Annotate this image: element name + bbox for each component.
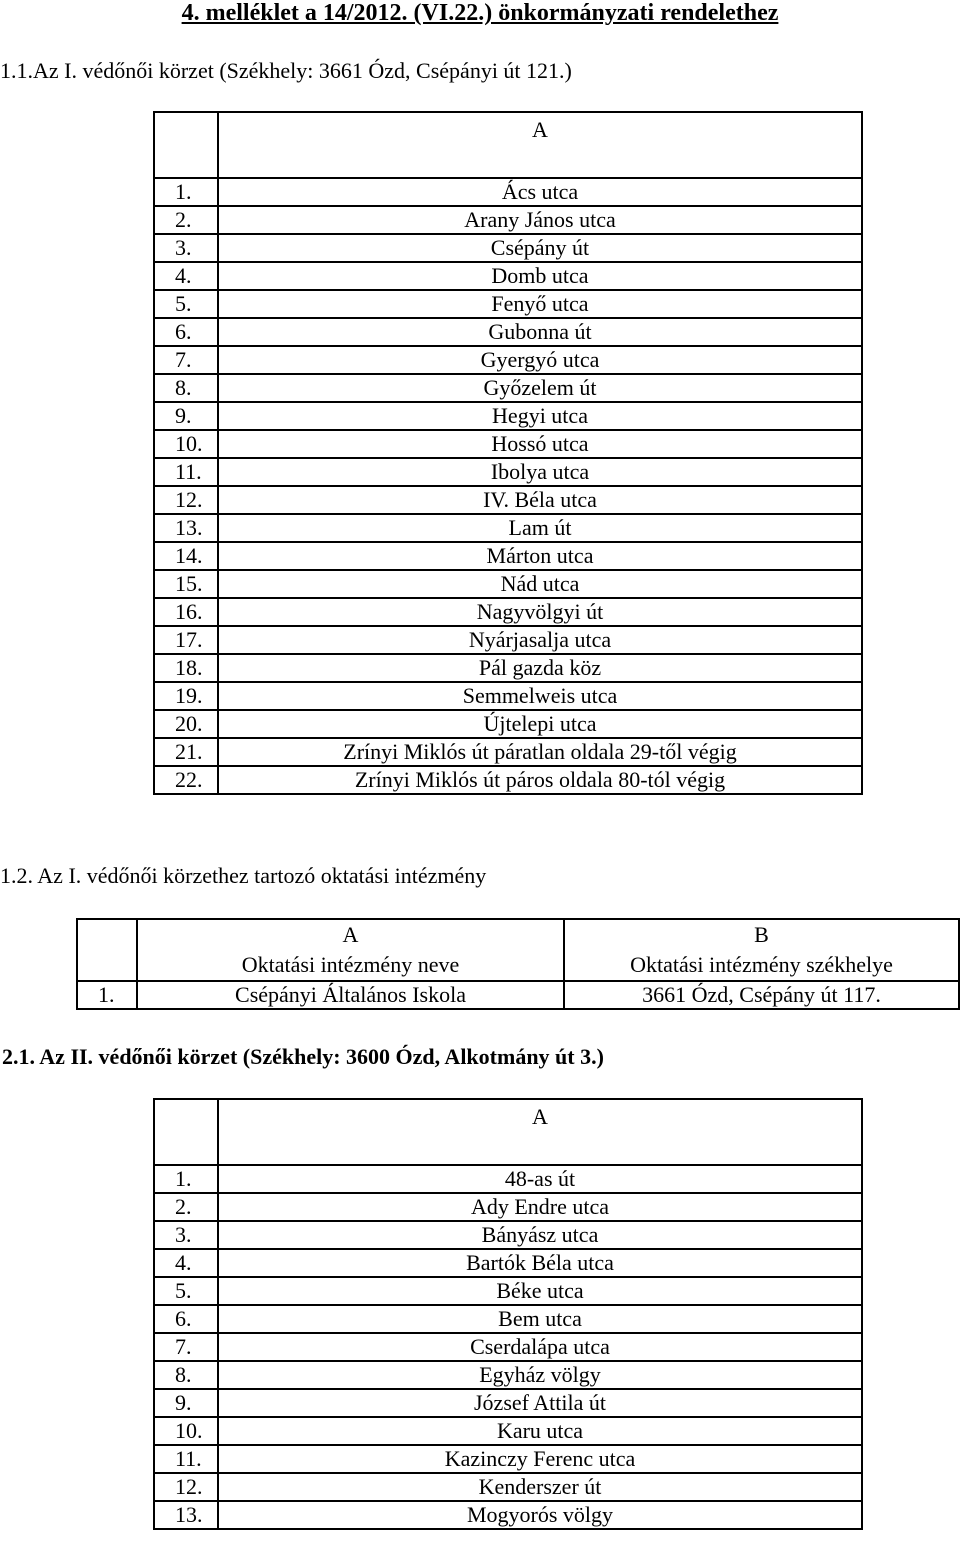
street-name: Kenderszer út	[218, 1473, 862, 1501]
row-number: 8.	[154, 374, 218, 402]
row-number: 8.	[154, 1361, 218, 1389]
row-number: 15.	[154, 570, 218, 598]
institution-address: 3661 Ózd, Csépány út 117.	[564, 981, 959, 1009]
row-number: 5.	[154, 290, 218, 318]
street-name: Bartók Béla utca	[218, 1249, 862, 1277]
table-row	[154, 738, 862, 766]
street-name: Gyergyó utca	[218, 346, 862, 374]
street-name: Karu utca	[218, 1417, 862, 1445]
street-name: Domb utca	[218, 262, 862, 290]
table-row	[154, 318, 862, 346]
district-1-street-table	[153, 111, 863, 795]
row-number: 6.	[154, 318, 218, 346]
header-num-cell	[154, 112, 218, 178]
street-name: Hegyi utca	[218, 402, 862, 430]
institution-table	[76, 918, 960, 1010]
row-number: 5.	[154, 1277, 218, 1305]
table-row	[154, 1165, 862, 1193]
row-number: 4.	[154, 262, 218, 290]
column-a-header: A	[218, 112, 862, 178]
row-number: 7.	[154, 1333, 218, 1361]
street-name: Arany János utca	[218, 206, 862, 234]
table-row	[154, 682, 862, 710]
row-number: 3.	[154, 1221, 218, 1249]
row-number: 16.	[154, 598, 218, 626]
table-row	[154, 178, 862, 206]
street-name: Újtelepi utca	[218, 710, 862, 738]
row-number: 12.	[154, 1473, 218, 1501]
district-2-street-table	[153, 1098, 863, 1530]
street-name: József Attila út	[218, 1389, 862, 1417]
column-b-letter: B	[754, 922, 769, 947]
street-name: Nyárjasalja utca	[218, 626, 862, 654]
table-row	[77, 981, 959, 1009]
header-num-cell	[77, 919, 137, 981]
column-a-header	[137, 919, 564, 981]
row-number: 9.	[154, 1389, 218, 1417]
row-number: 22.	[154, 766, 218, 794]
street-name: 48-as út	[218, 1165, 862, 1193]
table-header-row	[154, 112, 862, 178]
street-name: Fenyő utca	[218, 290, 862, 318]
table-row	[154, 430, 862, 458]
column-b-label: Oktatási intézmény székhelye	[630, 952, 893, 977]
table-row	[154, 766, 862, 794]
row-number: 4.	[154, 1249, 218, 1277]
table-row	[154, 1501, 862, 1529]
row-number: 10.	[154, 430, 218, 458]
row-number: 18.	[154, 654, 218, 682]
table-row	[154, 598, 862, 626]
street-name: Ibolya utca	[218, 458, 862, 486]
street-name: Lam út	[218, 514, 862, 542]
street-name: Mogyorós völgy	[218, 1501, 862, 1529]
row-number: 1.	[154, 178, 218, 206]
row-number: 11.	[154, 458, 218, 486]
table-row	[154, 262, 862, 290]
row-number: 1.	[154, 1165, 218, 1193]
row-number: 12.	[154, 486, 218, 514]
institution-name: Csépányi Általános Iskola	[137, 981, 564, 1009]
row-number: 13.	[154, 514, 218, 542]
table-row	[154, 710, 862, 738]
street-name: Ács utca	[218, 178, 862, 206]
row-number: 2.	[154, 206, 218, 234]
table-row	[154, 346, 862, 374]
street-name: Márton utca	[218, 542, 862, 570]
section-3-heading: 2.1. Az II. védőnői körzet (Székhely: 3600 Ózd, Alkotmány út 3.)	[2, 1044, 604, 1069]
row-number: 1.	[77, 981, 137, 1009]
street-name: Nagyvölgyi út	[218, 598, 862, 626]
row-number: 14.	[154, 542, 218, 570]
table-row	[154, 1361, 862, 1389]
column-a-label: Oktatási intézmény neve	[241, 952, 460, 977]
column-a-letter: A	[342, 922, 359, 947]
table-row	[154, 1221, 862, 1249]
row-number: 10.	[154, 1417, 218, 1445]
table-row	[154, 1473, 862, 1501]
street-name: Egyház völgy	[218, 1361, 862, 1389]
column-b-header	[564, 919, 959, 981]
table-row	[154, 570, 862, 598]
row-number: 7.	[154, 346, 218, 374]
section-1-heading: 1.1.Az I. védőnői körzet (Székhely: 3661 Ózd, Csépányi út 121.)	[0, 58, 572, 83]
column-a-header: A	[218, 1099, 862, 1165]
table-row	[154, 402, 862, 430]
row-number: 13.	[154, 1501, 218, 1529]
street-name: Bányász utca	[218, 1221, 862, 1249]
street-name: Bem utca	[218, 1305, 862, 1333]
table-row	[154, 458, 862, 486]
header-num-cell	[154, 1099, 218, 1165]
table-row	[154, 1333, 862, 1361]
table-header-row	[154, 1099, 862, 1165]
street-name: Kazinczy Ferenc utca	[218, 1445, 862, 1473]
row-number: 21.	[154, 738, 218, 766]
row-number: 17.	[154, 626, 218, 654]
row-number: 9.	[154, 402, 218, 430]
table-header-row	[77, 919, 959, 981]
street-name: Gubonna út	[218, 318, 862, 346]
table-row	[154, 542, 862, 570]
street-name: Hossó utca	[218, 430, 862, 458]
street-name: Győzelem út	[218, 374, 862, 402]
street-name: Béke utca	[218, 1277, 862, 1305]
table-row	[154, 1193, 862, 1221]
street-name: Zrínyi Miklós út páratlan oldala 29-től végig	[218, 738, 862, 766]
table-row	[154, 1249, 862, 1277]
table-row	[154, 1445, 862, 1473]
table-row	[154, 1277, 862, 1305]
street-name: Semmelweis utca	[218, 682, 862, 710]
street-name: Cserdalápa utca	[218, 1333, 862, 1361]
table-row	[154, 1305, 862, 1333]
street-name: IV. Béla utca	[218, 486, 862, 514]
table-row	[154, 1389, 862, 1417]
table-row	[154, 206, 862, 234]
table-row	[154, 374, 862, 402]
row-number: 19.	[154, 682, 218, 710]
row-number: 11.	[154, 1445, 218, 1473]
table-row	[154, 486, 862, 514]
document-title: 4. melléklet a 14/2012. (VI.22.) önkormányzati rendelethez	[181, 0, 779, 26]
table-row	[154, 626, 862, 654]
table-row	[154, 654, 862, 682]
section-2-heading: 1.2. Az I. védőnői körzethez tartozó oktatási intézmény	[0, 863, 487, 888]
street-name: Ady Endre utca	[218, 1193, 862, 1221]
row-number: 20.	[154, 710, 218, 738]
row-number: 6.	[154, 1305, 218, 1333]
table-row	[154, 1417, 862, 1445]
table-row	[154, 290, 862, 318]
street-name: Nád utca	[218, 570, 862, 598]
street-name: Zrínyi Miklós út páros oldala 80-tól végig	[218, 766, 862, 794]
street-name: Csépány út	[218, 234, 862, 262]
row-number: 3.	[154, 234, 218, 262]
table-row	[154, 234, 862, 262]
table-row	[154, 514, 862, 542]
street-name: Pál gazda köz	[218, 654, 862, 682]
row-number: 2.	[154, 1193, 218, 1221]
